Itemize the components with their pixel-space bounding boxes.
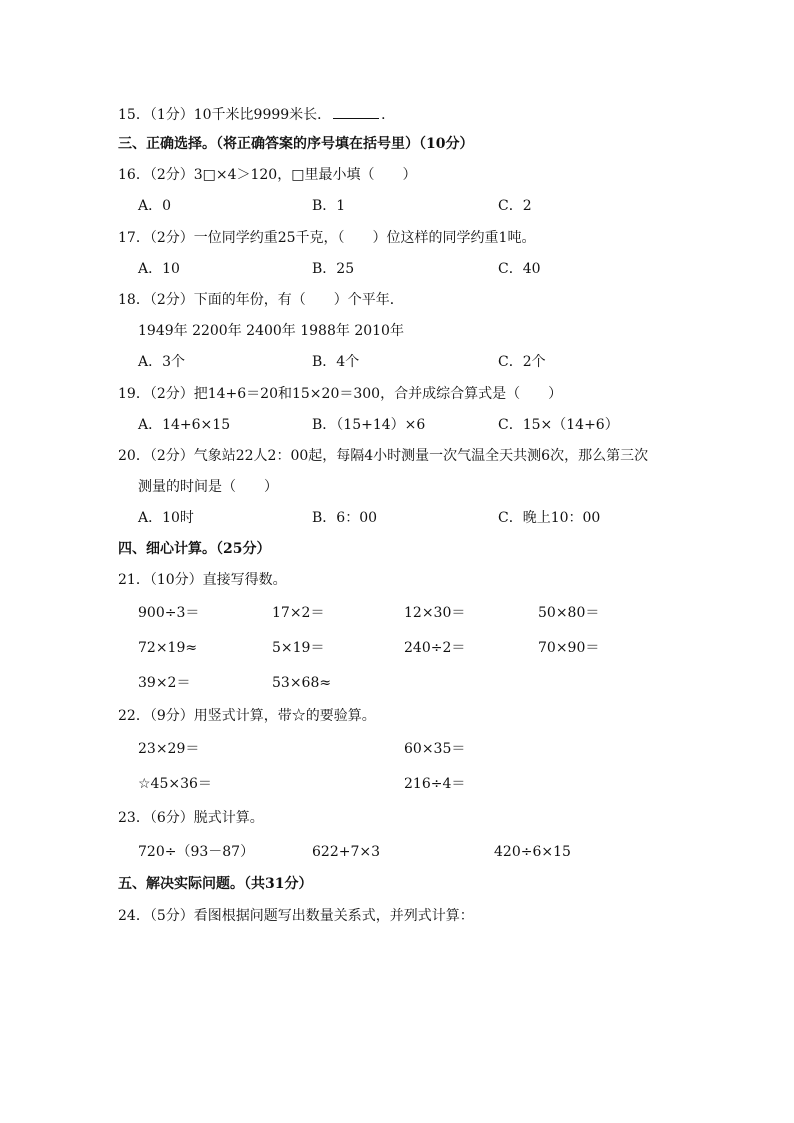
question-18-option-b: B．4个 [312, 354, 360, 370]
calc-item: 50×80＝ [538, 605, 600, 621]
question-20-text-continued: 测量的时间是（ ） [138, 479, 278, 495]
question-15-text: 15．（1分）10千米比9999米长． [118, 107, 332, 123]
calc-item: 622+7×3 [312, 844, 380, 860]
question-17-text: 17．（2分）一位同学约重25千克，（ ）位这样的同学约重1吨。 [118, 230, 536, 246]
question-20-text: 20．（2分）气象站22人2：00起，每隔4小时测量一次气温全天共测6次，那么第三次 [118, 448, 649, 464]
question-17-option-b: B．25 [312, 261, 355, 277]
answer-blank[interactable] [333, 104, 379, 119]
question-19-text: 19．（2分）把14+6＝20和15×20＝300，合并成综合算式是（ ） [118, 386, 563, 402]
calc-item: 900÷3＝ [138, 605, 200, 621]
question-16-option-c: C．2 [498, 198, 532, 214]
question-19-option-a: A．14+6×15 [138, 417, 231, 433]
question-20-option-b: B．6：00 [312, 510, 378, 526]
calc-item: 216÷4＝ [404, 776, 466, 792]
calc-item: 17×2＝ [272, 605, 325, 621]
question-20-option-c: C．晚上10：00 [498, 510, 601, 526]
question-21-text: 21．（10分）直接写得数。 [118, 572, 287, 588]
question-24-text: 24．（5分）看图根据问题写出数量关系式，并列式计算： [118, 908, 474, 924]
section-5-heading: 五、解决实际问题。（共31分） [118, 876, 313, 892]
question-23-text: 23．（6分）脱式计算。 [118, 810, 264, 826]
question-18-text: 18．（2分）下面的年份，有（ ）个平年． [118, 292, 404, 308]
calc-item: 53×68≈ [272, 675, 332, 691]
question-18-option-a: A．3个 [138, 354, 186, 370]
calc-item: 5×19＝ [272, 640, 325, 656]
section-4-heading: 四、细心计算。（25分） [118, 541, 271, 557]
section-3-heading: 三、正确选择。（将正确答案的序号填在括号里）（10分） [118, 136, 474, 152]
calc-item: 420÷6×15 [494, 844, 571, 860]
question-18-years: 1949年 2200年 2400年 1988年 2010年 [138, 323, 404, 339]
question-16-option-b: B．1 [312, 198, 346, 214]
question-15 [118, 104, 395, 125]
question-18-option-c: C．2个 [498, 354, 546, 370]
question-19-option-b: B．（15+14）×6 [312, 417, 426, 433]
calc-item: ☆45×36＝ [138, 776, 212, 792]
question-15-end: ． [381, 107, 396, 123]
question-16-text: 16．（2分）3□×4＞120，□里最小填（ ） [118, 167, 417, 183]
calc-item: 23×29＝ [138, 741, 200, 757]
calc-item: 12×30＝ [404, 605, 466, 621]
calc-item: 39×2＝ [138, 675, 191, 691]
question-19-option-c: C．15×（14+6） [498, 417, 619, 433]
question-16-option-a: A．0 [138, 198, 172, 214]
calc-item: 240÷2＝ [404, 640, 466, 656]
question-17-option-c: C．40 [498, 261, 541, 277]
question-20-option-a: A．10时 [138, 510, 194, 526]
question-22-text: 22．（9分）用竖式计算，带☆的要验算。 [118, 708, 376, 724]
question-17-option-a: A．10 [138, 261, 180, 277]
calc-item: 70×90＝ [538, 640, 600, 656]
calc-item: 72×19≈ [138, 640, 198, 656]
calc-item: 60×35＝ [404, 741, 466, 757]
calc-item: 720÷（93－87） [138, 844, 255, 860]
